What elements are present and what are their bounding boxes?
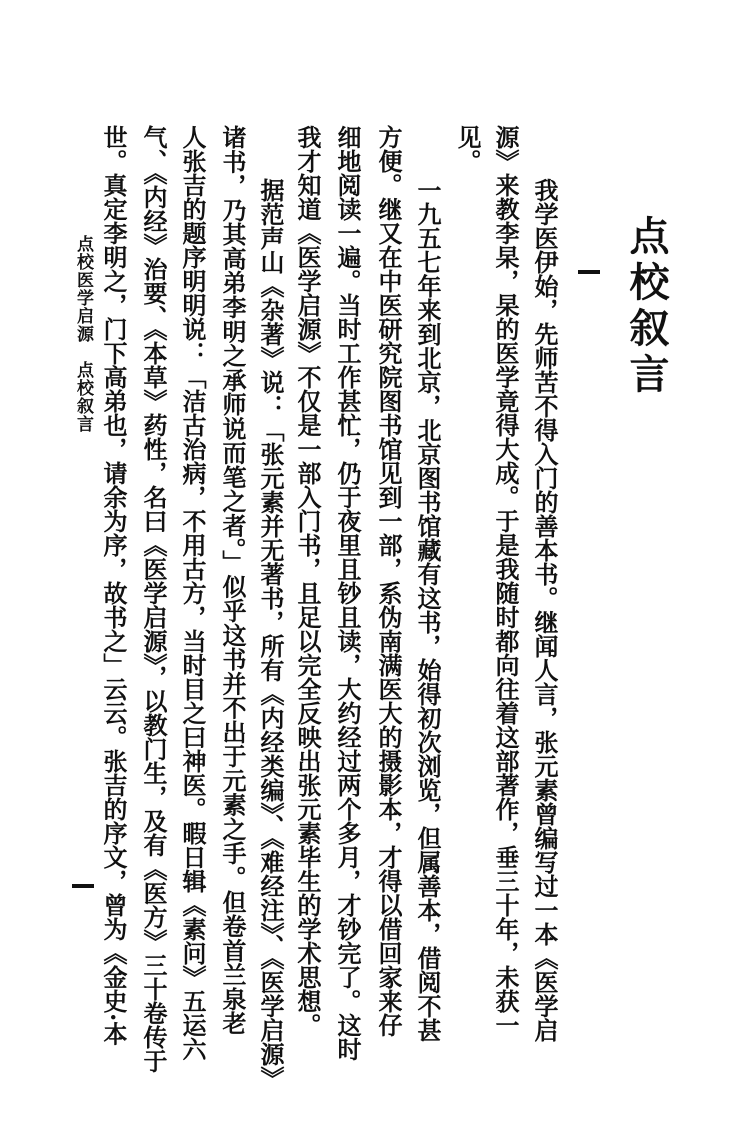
page-number bbox=[72, 884, 94, 888]
text-column: 人张吉的题序明明说：「洁古治病，不用古方，当时目之曰神医。暇日辑《素问》五运六 bbox=[178, 125, 207, 1061]
text-column: 据范声山《杂著》说：「张元素并无著书，所有《内经类编》、《难经注》、《医学启源》 bbox=[256, 178, 285, 1090]
text-column: 源》来教李杲，杲的医学竟得大成。于是我随时都向往着这部著作，垂三十年，未获一 bbox=[491, 125, 520, 1037]
text-column: 诸书，乃其高弟李明之承师说而笔之者。」似乎这书并不出于元素之手。但卷首兰泉老 bbox=[218, 125, 247, 1035]
text-column: 我才知道《医学启源》不仅是一部入门书，且足以完全反映出张元素毕生的学术思想。 bbox=[293, 125, 322, 1037]
text-column: 世。真定李明之，门下高弟也，请余为序，故书之」云云。张吉的序文，曾为《金史·本 bbox=[99, 125, 128, 1046]
page-title: 点校叙言 bbox=[623, 215, 670, 399]
text-column: 细地阅读一遍。当时工作甚忙，仍于夜里且钞且读，大约经过两个多月，才钞完了。这时 bbox=[333, 125, 362, 1061]
text-column: 一九五七年来到北京，北京图书馆藏有这书，始得初次浏览，但属善本，借阅不甚 bbox=[413, 178, 442, 1042]
text-column: 方便。继又在中医研究院图书馆见到一部，系伪南满医大的摄影本，才得以借回家来仔 bbox=[374, 125, 403, 1037]
text-column: 气、《内经》治要、《本草》药性，名曰《医学启源》，以教门生，及有《医方》三十卷传于 bbox=[139, 125, 168, 1073]
text-column: 我学医伊始，先师苦不得入门的善本书。继闻人言，张元素曾编写过一本《医学启 bbox=[530, 178, 559, 1042]
section-number-mark bbox=[578, 270, 600, 274]
running-footer: 点校医学启源 点校叙言 bbox=[73, 235, 93, 433]
text-column: 见。 bbox=[453, 125, 482, 173]
